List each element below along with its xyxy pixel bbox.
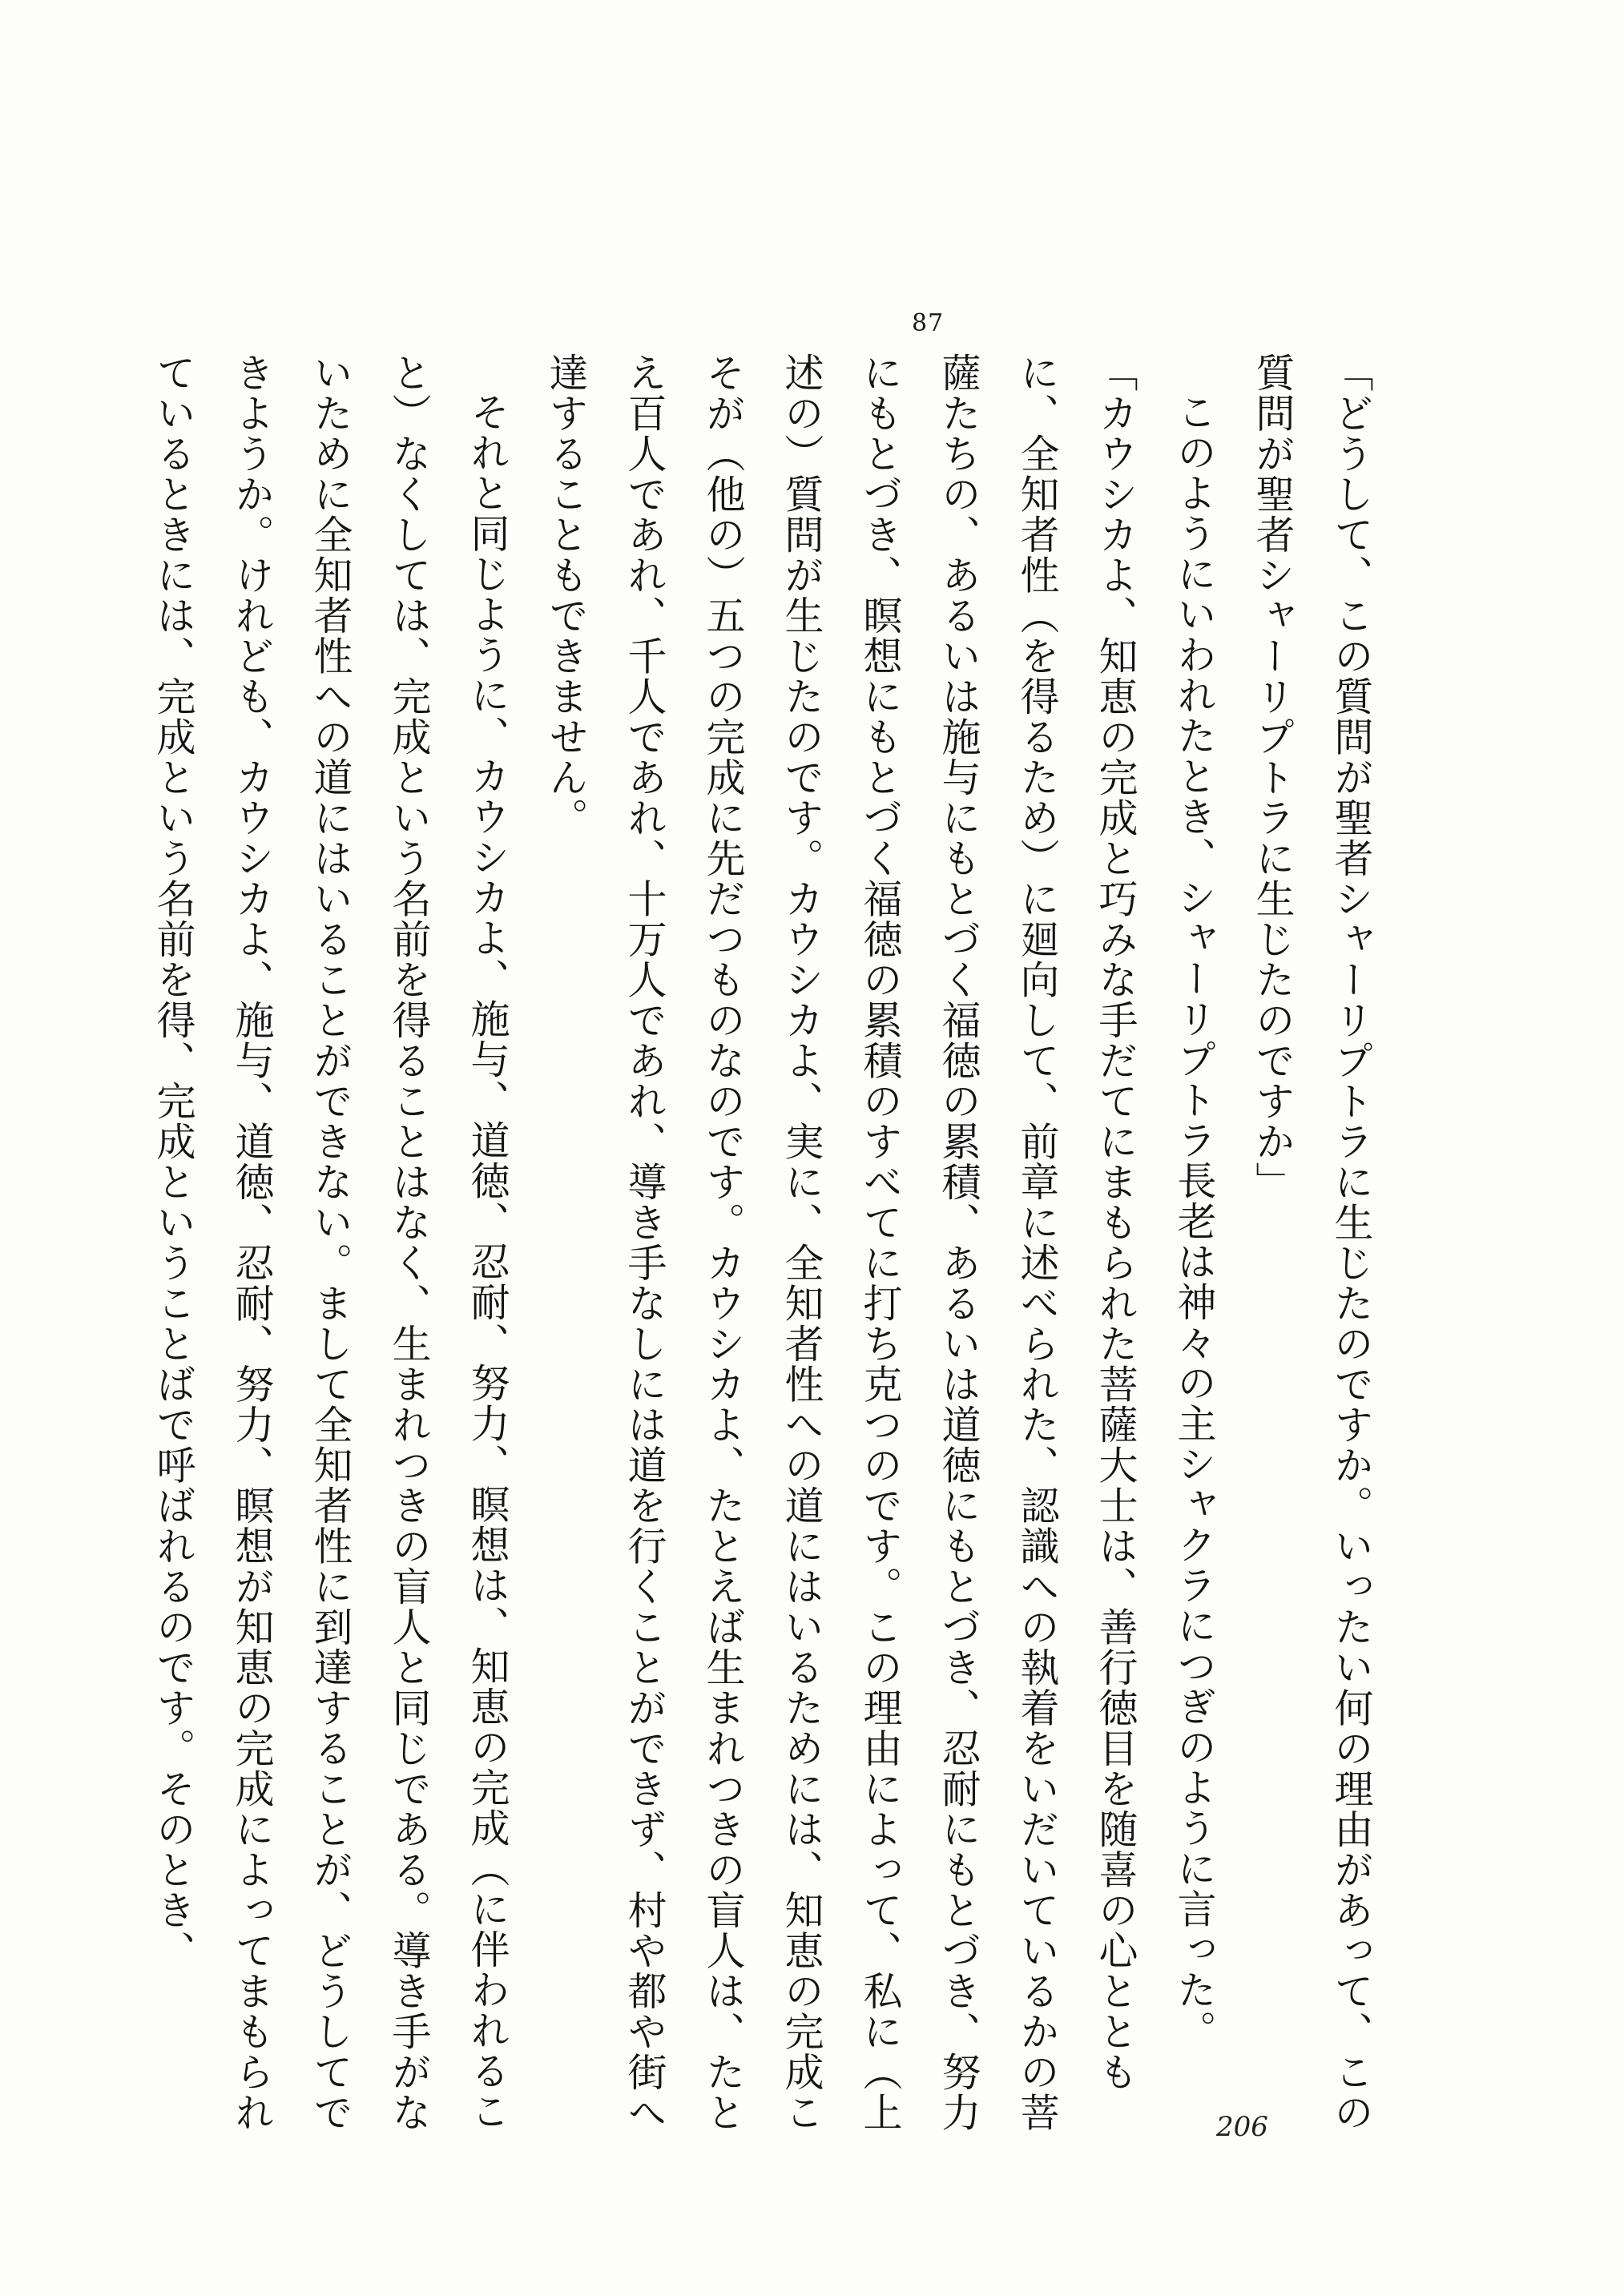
section-number: 87 [912, 309, 945, 337]
paragraph-3: 「カウシカよ、知恵の完成と巧みな手だてにまもられた菩薩大士は、善行徳目を随喜の心とともに、全知者性（を得るため）に廻向して、前章に述べられた、認識への執着をいだいているかの菩薩たちの、あるいは施与にもとづく福徳の累積、あるいは道徳にもとづき、忍耐にもとづき、努力にもとづき、瞑想にもとづく福徳の累積のすべてに打ち克つのです。この理由によって、私に（上述の）質問が生じたのです。カウシカよ、実に、全知者性への道にはいるためには、知恵の完成こそが（他の）五つの完成に先だつものなのです。カウシカよ、たとえば生まれつきの盲人は、たとえ百人であれ、千人であれ、十万人であれ、導き手なしには道を行くことができず、村や都や街へ達することもできません。 [543, 352, 1138, 2133]
page-number: 206 [1216, 2111, 1268, 2143]
paragraph-4: それと同じように、カウシカよ、施与、道徳、忍耐、努力、瞑想は、知恵の完成（に伴われること）なくしては、完成という名前を得ることはなく、生まれつきの盲人と同じである。導き手がないために全知者性への道にはいることができない。まして全知者性に到達することが、どうしてできようか。けれども、カウシカよ、施与、道徳、忍耐、努力、瞑想が知恵の完成によってまもられているときには、完成という名前を得、完成ということばで呼ばれるのです。そのとき、 [151, 352, 510, 2133]
body-text [151, 352, 1390, 2147]
paragraph-2: このようにいわれたとき、シャーリプトラ長老は神々の主シャクラにつぎのように言った。 [1171, 392, 1217, 2051]
paragraph-1: 「どうして、この質問が聖者シャーリプトラに生じたのですか。いったい何の理由があって、この質問が聖者シャーリプトラに生じたのですか」 [1250, 352, 1374, 2133]
